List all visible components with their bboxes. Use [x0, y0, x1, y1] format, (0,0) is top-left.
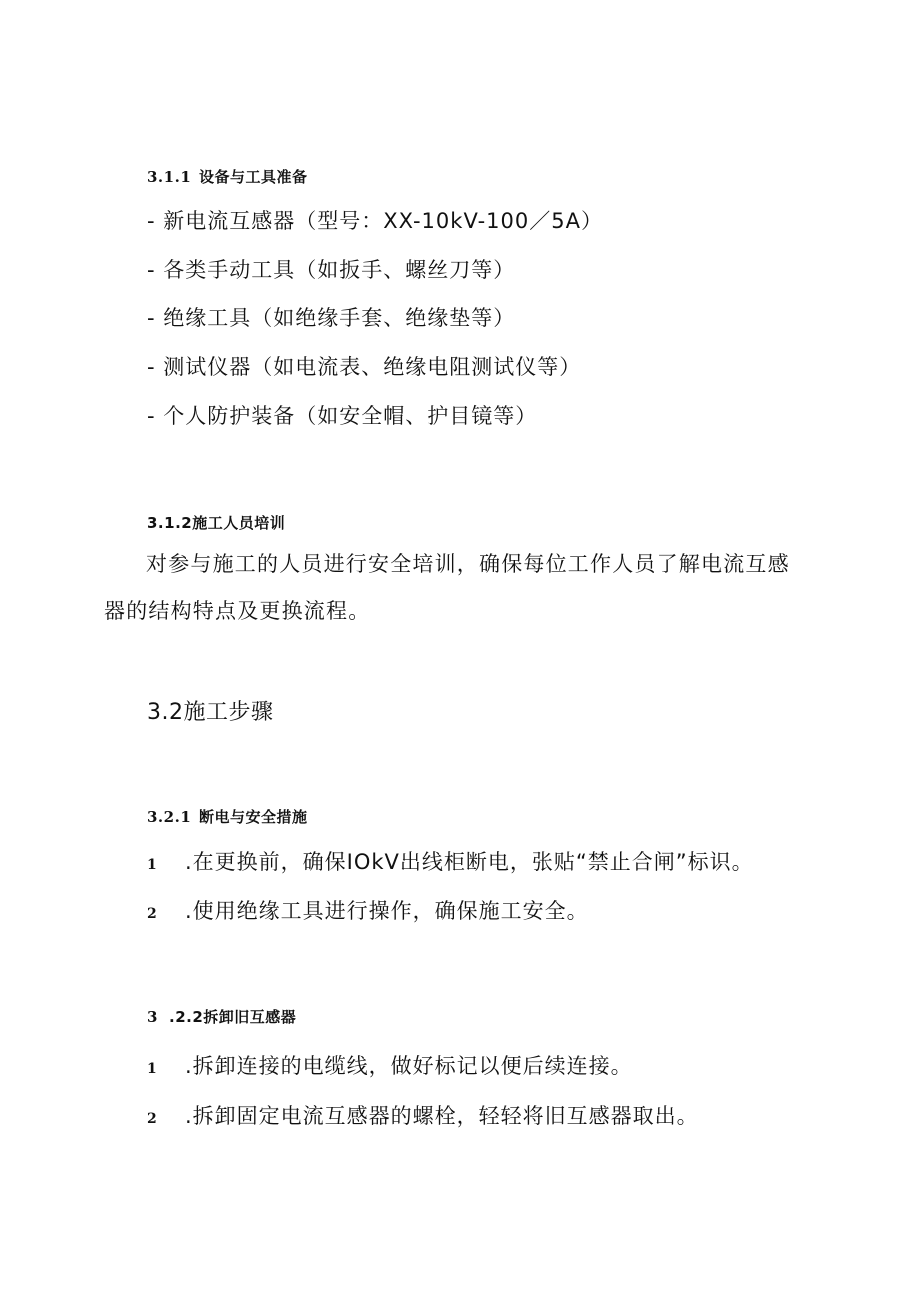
numbered-step: [147, 1050, 633, 1080]
list-item: - 个人防护装备（如安全帽、护目镜等）: [147, 404, 538, 428]
step-text: .在更换前，确保IOkV出线柜断电，张贴“禁止合闸”标识。: [185, 850, 754, 874]
step-number: 1: [147, 1061, 158, 1077]
step-number: 2: [147, 1111, 158, 1127]
list-item: - 新电流互感器（型号：XX-10kV-100／5A）: [147, 209, 603, 233]
list-item: - 各类手动工具（如扳手、螺丝刀等）: [147, 258, 516, 282]
numbered-step: [147, 895, 589, 925]
section-heading-3-2-2: [147, 1006, 296, 1027]
section-title: 断电与安全措施: [199, 808, 308, 826]
step-text: .使用绝缘工具进行操作，确保施工安全。: [185, 899, 589, 923]
step-text: .拆卸连接的电缆线，做好标记以便后续连接。: [185, 1054, 633, 1078]
numbered-step: [147, 846, 754, 876]
section-heading-3-1-1: [147, 166, 308, 187]
step-number: 2: [147, 906, 158, 922]
step-number: 1: [147, 857, 158, 873]
section-number: 3.2.1: [147, 808, 192, 826]
section-number: 3: [147, 1008, 158, 1026]
list-item: - 测试仪器（如电流表、绝缘电阻测试仪等）: [147, 355, 582, 379]
section-title: 设备与工具准备: [199, 168, 308, 186]
numbered-step: [147, 1100, 699, 1130]
step-text: .拆卸固定电流互感器的螺栓，轻轻将旧互感器取出。: [185, 1104, 699, 1128]
section-title: .2.2拆卸旧互感器: [169, 1008, 297, 1026]
section-heading-3-2: 3.2施工步骤: [147, 700, 274, 725]
section-number: 3.1.1: [147, 168, 192, 186]
list-item: - 绝缘工具（如绝缘手套、绝缘垫等）: [147, 306, 516, 330]
body-paragraph: 对参与施工的人员进行安全培训，确保每位工作人员了解电流互感器的结构特点及更换流程。: [104, 552, 790, 623]
section-heading-3-2-1: [147, 806, 308, 827]
section-heading-3-1-2: 3.1.2施工人员培训: [147, 514, 286, 532]
